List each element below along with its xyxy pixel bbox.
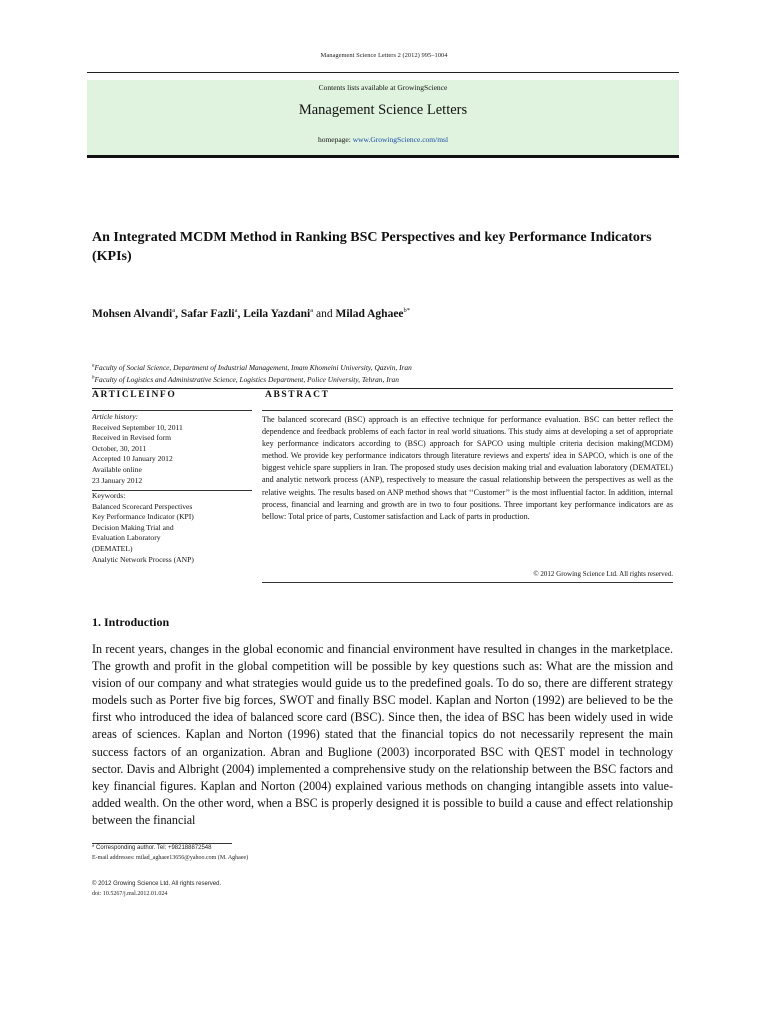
keyword-item: Key Performance Indicator (KPI) — [92, 512, 194, 522]
history-label: Article history: — [92, 412, 139, 421]
journal-title: Management Science Letters — [298, 102, 468, 118]
affil-text: Faculty of Logistics and Administrative Science, Logistics Department, Police University, Tehran, Iran — [94, 375, 399, 384]
keyword-item: (DEMATEL) — [92, 543, 133, 553]
section-heading-introduction: 1. Introduction — [92, 615, 170, 629]
author-name: Milad Aghaee — [335, 307, 404, 320]
introduction-paragraph: In recent years, changes in the global economic and financial environment have resulted in changes in the marketplace. The growth and profit in the global competition will be possible by key questions such as: What are the mission and vision of our company and what strategies would guide us to the predefined goals. To do so, there are different strategy models such as Porter five big forces, SWOT and finally BSC model. Kaplan and Norton (1992) are believed to be the first who introduced the idea of balanced score card (BSC). Since then, the idea of BSC has been widely used in wide areas of sciences. Kaplan and Norton (1996) stated that the financial topics do not necessarily represent the main success factors of an organization. Abran and Buglione (2003) incorporated BSC with QEST model in technology sector. Davis and Albright (2004) implemented a comprehensive study on the relationship between the BSC factors and key financial figures. Kaplan and Norton (2004) explained various methods on changing intangible assets into value-added wealth. On the other word, when a BSC is properly designed it is possible to build a cause and effect relationship between the financial — [92, 642, 673, 827]
keywords — [92, 491, 252, 565]
footnote-rule — [92, 843, 232, 844]
history-line: Received in Revised form — [92, 433, 172, 443]
author-separator: and — [313, 307, 336, 320]
author-affil-mark: a — [234, 307, 238, 314]
history-line: 23 January 2012 — [92, 475, 143, 485]
author-list — [92, 307, 682, 320]
journal-homepage — [87, 135, 679, 144]
abstract-rule-bottom — [262, 582, 673, 583]
keyword-item: Analytic Network Process (ANP) — [92, 554, 194, 564]
article-history — [92, 412, 252, 486]
author-name: Leila Yazdani — [243, 307, 311, 320]
footer-doi: doi: 10.5267/j.msl.2012.01.024 — [92, 891, 168, 897]
article-info-rule — [92, 410, 252, 411]
abstract-rule-top — [262, 410, 673, 411]
header-rule-bottom — [87, 155, 679, 158]
keywords-label: Keywords: — [92, 491, 126, 500]
author-name: Mohsen Alvandi — [92, 307, 173, 320]
affil-mark: b — [92, 375, 95, 381]
history-line: October, 30, 2011 — [92, 443, 147, 453]
affiliation-b — [92, 375, 682, 384]
abstract-copyright: © 2012 Growing Science Ltd. All rights reserved. — [533, 570, 673, 578]
history-line: Received September 10, 2011 — [92, 422, 183, 432]
affiliation-a — [92, 363, 682, 372]
author-name: Safar Fazli — [180, 307, 235, 320]
keyword-item: Balanced Scorecard Perspectives — [92, 501, 193, 511]
footnote-corresponding: * Corresponding author. Tel: +982188872548 — [92, 845, 212, 851]
author-separator: , — [175, 307, 181, 320]
footer-copyright: © 2012 Growing Science Ltd. All rights reserved. — [92, 881, 222, 887]
author-affil-mark: a — [172, 307, 176, 314]
author-separator: , — [237, 307, 244, 320]
journal-banner — [87, 80, 679, 155]
homepage-label: homepage: — [317, 135, 353, 144]
keyword-item: Evaluation Laboratory — [92, 533, 161, 543]
running-head: Management Science Letters 2 (2012) 995–1004 — [320, 52, 448, 59]
footnote-email: E-mail addresses: milad_aghaee13656@yahoo.com (M. Aghaee) — [92, 855, 249, 861]
affil-mark: a — [92, 363, 95, 369]
history-line: Accepted 10 January 2012 — [92, 454, 173, 464]
affiliation-rule — [92, 388, 673, 389]
homepage-link[interactable]: www.GrowingScience.com/msl — [352, 135, 449, 144]
abstract-heading: ABSTRACT — [265, 390, 330, 400]
author-affil-mark: b* — [403, 307, 411, 314]
history-line: Available online — [92, 464, 142, 474]
article-info-heading: ARTICLEINFO — [92, 390, 177, 400]
abstract-text: The balanced scorecard (BSC) approach is an effective technique for performance evaluation. BSC can better reflect the dependence and feedback problems of each factor in real world situations. This study aims at developing a set of appropriate key performance indicators according to (BSC) approach for SAPCO using multiple criteria decision making(MCDM) method. We provide key performance indicators through literature reviews and experts' idea in SAPCO, which is one of the biggest vehicle spare suppliers in Iran. The proposed study uses decision making trial and evaluation laboratory (DEMATEL) and analytic network process (ANP), respectively to measure the casual relationship between the perspectives as well as the relative weights. The results based on ANP method shows that ‘‘Customer’’ is the most influential factor. In addition, internal process, financial and learning and growth are in two to four positions. Three important key performance indicators are as bellow: Total price of parts, Customer satisfaction and Lack of parts in production. — [262, 415, 673, 521]
author-affil-mark: a — [310, 307, 314, 314]
keyword-item: Decision Making Trial and — [92, 522, 174, 532]
header-rule-top — [87, 72, 679, 73]
affil-text: Faculty of Social Science, Department of Industrial Management, Imam Khomeini University, Qazvin, Iran — [94, 363, 412, 372]
paper-title: An Integrated MCDM Method in Ranking BSC Perspectives and key Performance Indicators (KPIs) — [92, 230, 652, 264]
contents-line: Contents lists available at GrowingScience — [318, 83, 448, 92]
